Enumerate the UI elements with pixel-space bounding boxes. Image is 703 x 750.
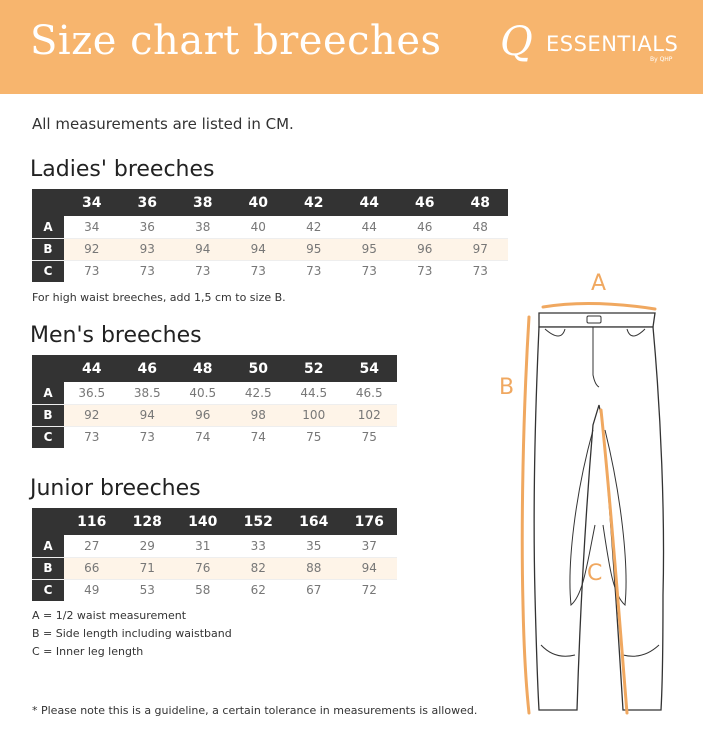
table-cell: 94 xyxy=(175,238,231,260)
table-cell: 35 xyxy=(286,535,342,557)
size-header: 116 xyxy=(64,508,120,535)
ladies-size-table xyxy=(32,189,508,282)
size-header: 52 xyxy=(286,355,342,382)
table-corner xyxy=(32,355,64,382)
logo-mark: Q xyxy=(500,19,533,65)
table-row xyxy=(32,426,397,448)
size-header: 36 xyxy=(120,189,176,216)
size-header: 128 xyxy=(120,508,176,535)
size-header: 46 xyxy=(120,355,176,382)
mens-title: Men's breeches xyxy=(30,323,202,348)
legend-b: B = Side length including waistband xyxy=(32,627,232,640)
junior-size-table xyxy=(32,508,397,601)
size-header: 152 xyxy=(231,508,287,535)
row-label: B xyxy=(32,404,64,426)
table-cell: 40.5 xyxy=(175,382,231,404)
row-label: A xyxy=(32,216,64,238)
size-header: 46 xyxy=(397,189,453,216)
row-label: B xyxy=(32,557,64,579)
table-cell: 33 xyxy=(231,535,287,557)
table-cell: 76 xyxy=(175,557,231,579)
table-cell: 37 xyxy=(342,535,398,557)
table-cell: 73 xyxy=(64,260,120,282)
button xyxy=(587,316,601,323)
table-cell: 73 xyxy=(397,260,453,282)
table-cell: 92 xyxy=(64,404,120,426)
table-row xyxy=(32,404,397,426)
row-label: B xyxy=(32,238,64,260)
table-cell: 46.5 xyxy=(342,382,398,404)
table-cell: 96 xyxy=(175,404,231,426)
size-header: 50 xyxy=(231,355,287,382)
logo-byline: By QHP xyxy=(650,56,673,63)
measure-line-b xyxy=(522,317,529,713)
table-cell: 27 xyxy=(64,535,120,557)
size-header: 176 xyxy=(342,508,398,535)
header-banner xyxy=(0,0,703,94)
table-cell: 42 xyxy=(286,216,342,238)
table-cell: 48 xyxy=(453,216,509,238)
legend-c: C = Inner leg length xyxy=(32,645,144,658)
table-cell: 36.5 xyxy=(64,382,120,404)
brand-logo xyxy=(500,19,680,68)
size-header: 140 xyxy=(175,508,231,535)
table-cell: 38.5 xyxy=(120,382,176,404)
table-cell: 102 xyxy=(342,404,398,426)
table-cell: 67 xyxy=(286,579,342,601)
table-cell: 88 xyxy=(286,557,342,579)
table-cell: 94 xyxy=(120,404,176,426)
ladies-note: For high waist breeches, add 1,5 cm to size B. xyxy=(32,291,286,304)
breeches-illustration xyxy=(495,265,675,725)
table-cell: 100 xyxy=(286,404,342,426)
table-cell: 71 xyxy=(120,557,176,579)
table-cell: 97 xyxy=(453,238,509,260)
table-corner xyxy=(32,508,64,535)
trousers-outline xyxy=(534,327,663,710)
table-cell: 94 xyxy=(342,557,398,579)
table-cell: 73 xyxy=(175,260,231,282)
size-header: 42 xyxy=(286,189,342,216)
table-cell: 49 xyxy=(64,579,120,601)
row-label: C xyxy=(32,426,64,448)
table-cell: 73 xyxy=(231,260,287,282)
breeches-diagram xyxy=(495,265,675,725)
table-cell: 95 xyxy=(342,238,398,260)
table-cell: 38 xyxy=(175,216,231,238)
junior-title: Junior breeches xyxy=(30,476,201,501)
row-label: A xyxy=(32,382,64,404)
mens-size-table xyxy=(32,355,397,448)
table-cell: 92 xyxy=(64,238,120,260)
diagram-label-a: A xyxy=(591,271,607,296)
table-row xyxy=(32,557,397,579)
footnote: * Please note this is a guideline, a certain tolerance in measurements is allowed. xyxy=(32,704,478,717)
table-cell: 73 xyxy=(453,260,509,282)
size-header: 48 xyxy=(175,355,231,382)
table-cell: 98 xyxy=(231,404,287,426)
table-cell: 44 xyxy=(342,216,398,238)
table-cell: 31 xyxy=(175,535,231,557)
table-cell: 74 xyxy=(175,426,231,448)
table-cell: 73 xyxy=(286,260,342,282)
table-cell: 58 xyxy=(175,579,231,601)
table-row xyxy=(32,260,508,282)
legend-a: A = 1/2 waist measurement xyxy=(32,609,187,622)
table-cell: 46 xyxy=(397,216,453,238)
row-label: C xyxy=(32,260,64,282)
table-cell: 96 xyxy=(397,238,453,260)
table-cell: 95 xyxy=(286,238,342,260)
diagram-label-b: B xyxy=(499,375,515,400)
logo-text: ESSENTIALS xyxy=(546,32,679,56)
size-header: 44 xyxy=(342,189,398,216)
table-cell: 72 xyxy=(342,579,398,601)
page-title: Size chart breeches xyxy=(30,18,442,64)
table-cell: 94 xyxy=(231,238,287,260)
table-cell: 36 xyxy=(120,216,176,238)
table-cell: 75 xyxy=(342,426,398,448)
table-cell: 62 xyxy=(231,579,287,601)
size-header: 34 xyxy=(64,189,120,216)
intro-text: All measurements are listed in CM. xyxy=(32,115,294,133)
table-row xyxy=(32,382,397,404)
table-cell: 66 xyxy=(64,557,120,579)
table-cell: 73 xyxy=(120,260,176,282)
row-label: A xyxy=(32,535,64,557)
table-cell: 53 xyxy=(120,579,176,601)
table-cell: 29 xyxy=(120,535,176,557)
size-header: 38 xyxy=(175,189,231,216)
size-header: 40 xyxy=(231,189,287,216)
table-cell: 34 xyxy=(64,216,120,238)
table-cell: 40 xyxy=(231,216,287,238)
table-corner xyxy=(32,189,64,216)
ladies-title: Ladies' breeches xyxy=(30,157,215,182)
table-row xyxy=(32,238,508,260)
diagram-label-c: C xyxy=(587,561,603,586)
table-row xyxy=(32,579,397,601)
table-cell: 93 xyxy=(120,238,176,260)
size-header: 48 xyxy=(453,189,509,216)
measure-line-a xyxy=(543,303,655,309)
table-cell: 73 xyxy=(342,260,398,282)
table-cell: 82 xyxy=(231,557,287,579)
table-cell: 75 xyxy=(286,426,342,448)
size-header: 54 xyxy=(342,355,398,382)
table-cell: 74 xyxy=(231,426,287,448)
table-cell: 73 xyxy=(120,426,176,448)
size-header: 44 xyxy=(64,355,120,382)
table-cell: 44.5 xyxy=(286,382,342,404)
table-row xyxy=(32,535,397,557)
row-label: C xyxy=(32,579,64,601)
table-row xyxy=(32,216,508,238)
table-cell: 73 xyxy=(64,426,120,448)
table-cell: 42.5 xyxy=(231,382,287,404)
size-header: 164 xyxy=(286,508,342,535)
